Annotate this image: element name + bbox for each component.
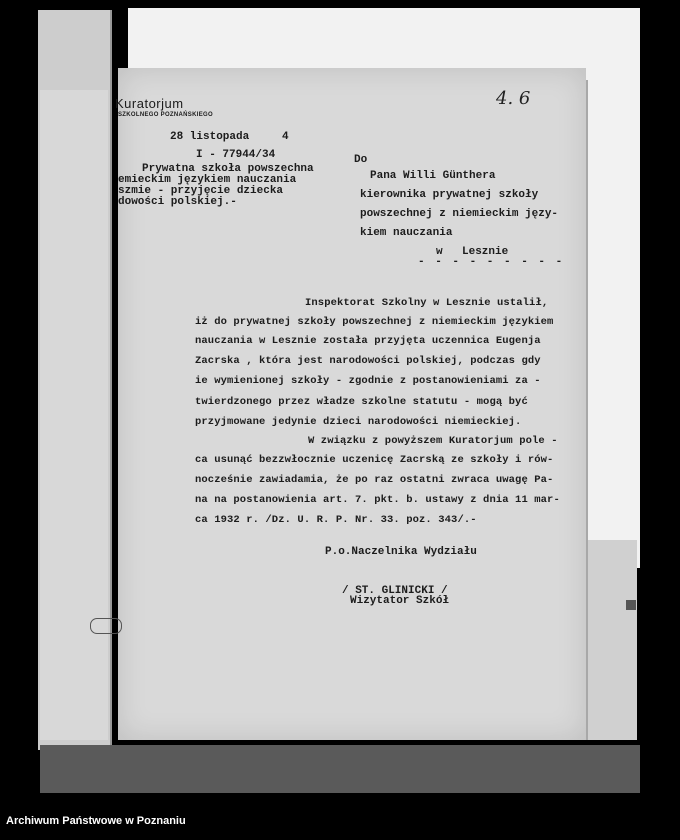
body-line: Zacrska , która jest narodowości polskiej, podczas gdy	[195, 355, 541, 367]
body-line: iż do prywatnej szkoły powszechnej z niemieckim językiem	[195, 316, 554, 328]
body-line: ca usunąć bezzwłocznie uczenicę Zacrską ze szkoły i rów-	[195, 454, 554, 466]
addressee-city: Lesznie	[462, 246, 509, 258]
addressee-line: powszechnej z niemieckim języ-	[360, 208, 559, 220]
reference-number: I - 77944/34	[196, 149, 276, 161]
letter-date-suffix: 4	[282, 131, 289, 143]
body-line: Inspektorat Szkolny w Lesznie ustalił,	[305, 297, 549, 309]
background-left-page-inner	[40, 90, 108, 740]
paper-clip-icon	[90, 618, 122, 634]
addressee-underline: - - - - - - - - -	[418, 256, 565, 268]
body-line: ie wymienionej szkoły - zgodnie z postanowieniami za -	[195, 375, 541, 387]
body-line: W związku z powyższem Kuratorjum pole -	[308, 435, 558, 447]
archive-footer: Archiwum Państwowe w Poznaniu	[6, 815, 186, 827]
addressee-line: kierownika prywatnej szkoły	[360, 189, 539, 201]
signature-role: Wizytator Szkół	[350, 595, 450, 607]
background-right-strip	[585, 540, 637, 740]
subject-line: emieckim językiem nauczania	[118, 174, 297, 186]
addressee-city-prefix: w	[436, 246, 443, 258]
subject-line: szmie - przyjęcie dziecka	[118, 185, 284, 197]
body-line: nocześnie zawiadamia, że po raz ostatni zwraca uwagę Pa-	[195, 474, 554, 486]
body-line: przyjmowane jedynie dzieci narodowości niemieckiej.	[195, 416, 522, 428]
subject-line: Prywatna szkoła powszechna	[142, 163, 314, 175]
subject-line: dowości polskiej.-	[118, 196, 237, 208]
addressee-line: kiem nauczania	[360, 227, 453, 239]
signature-title: P.o.Naczelnika Wydziału	[325, 546, 477, 558]
addressee-prefix: Do	[354, 154, 368, 166]
body-line: na na postanowienia art. 7. pkt. b. ustawy z dnia 11 mar-	[195, 494, 560, 506]
addressee-line: Pana Willi Günthera	[370, 170, 496, 182]
scan-marker	[626, 600, 636, 610]
handwritten-page-number: 4. 6	[496, 88, 531, 109]
body-line: twierdzonego przez władze szkolne statutu - mogą być	[195, 396, 528, 408]
signature-name: / ST. GLINICKI /	[342, 585, 448, 597]
letter-date: 28 listopada	[170, 131, 250, 143]
institution-subtitle: SZKOLNEGO POZNAŃSKIEGO	[118, 112, 213, 118]
body-line: nauczania w Lesznie została przyjęta uczennica Eugenja	[195, 335, 541, 347]
scan-surface	[40, 745, 640, 793]
body-line: ca 1932 r. /Dz. U. R. P. Nr. 33. poz. 343/.-	[195, 514, 477, 526]
institution-name: Kuratorjum	[115, 96, 184, 111]
